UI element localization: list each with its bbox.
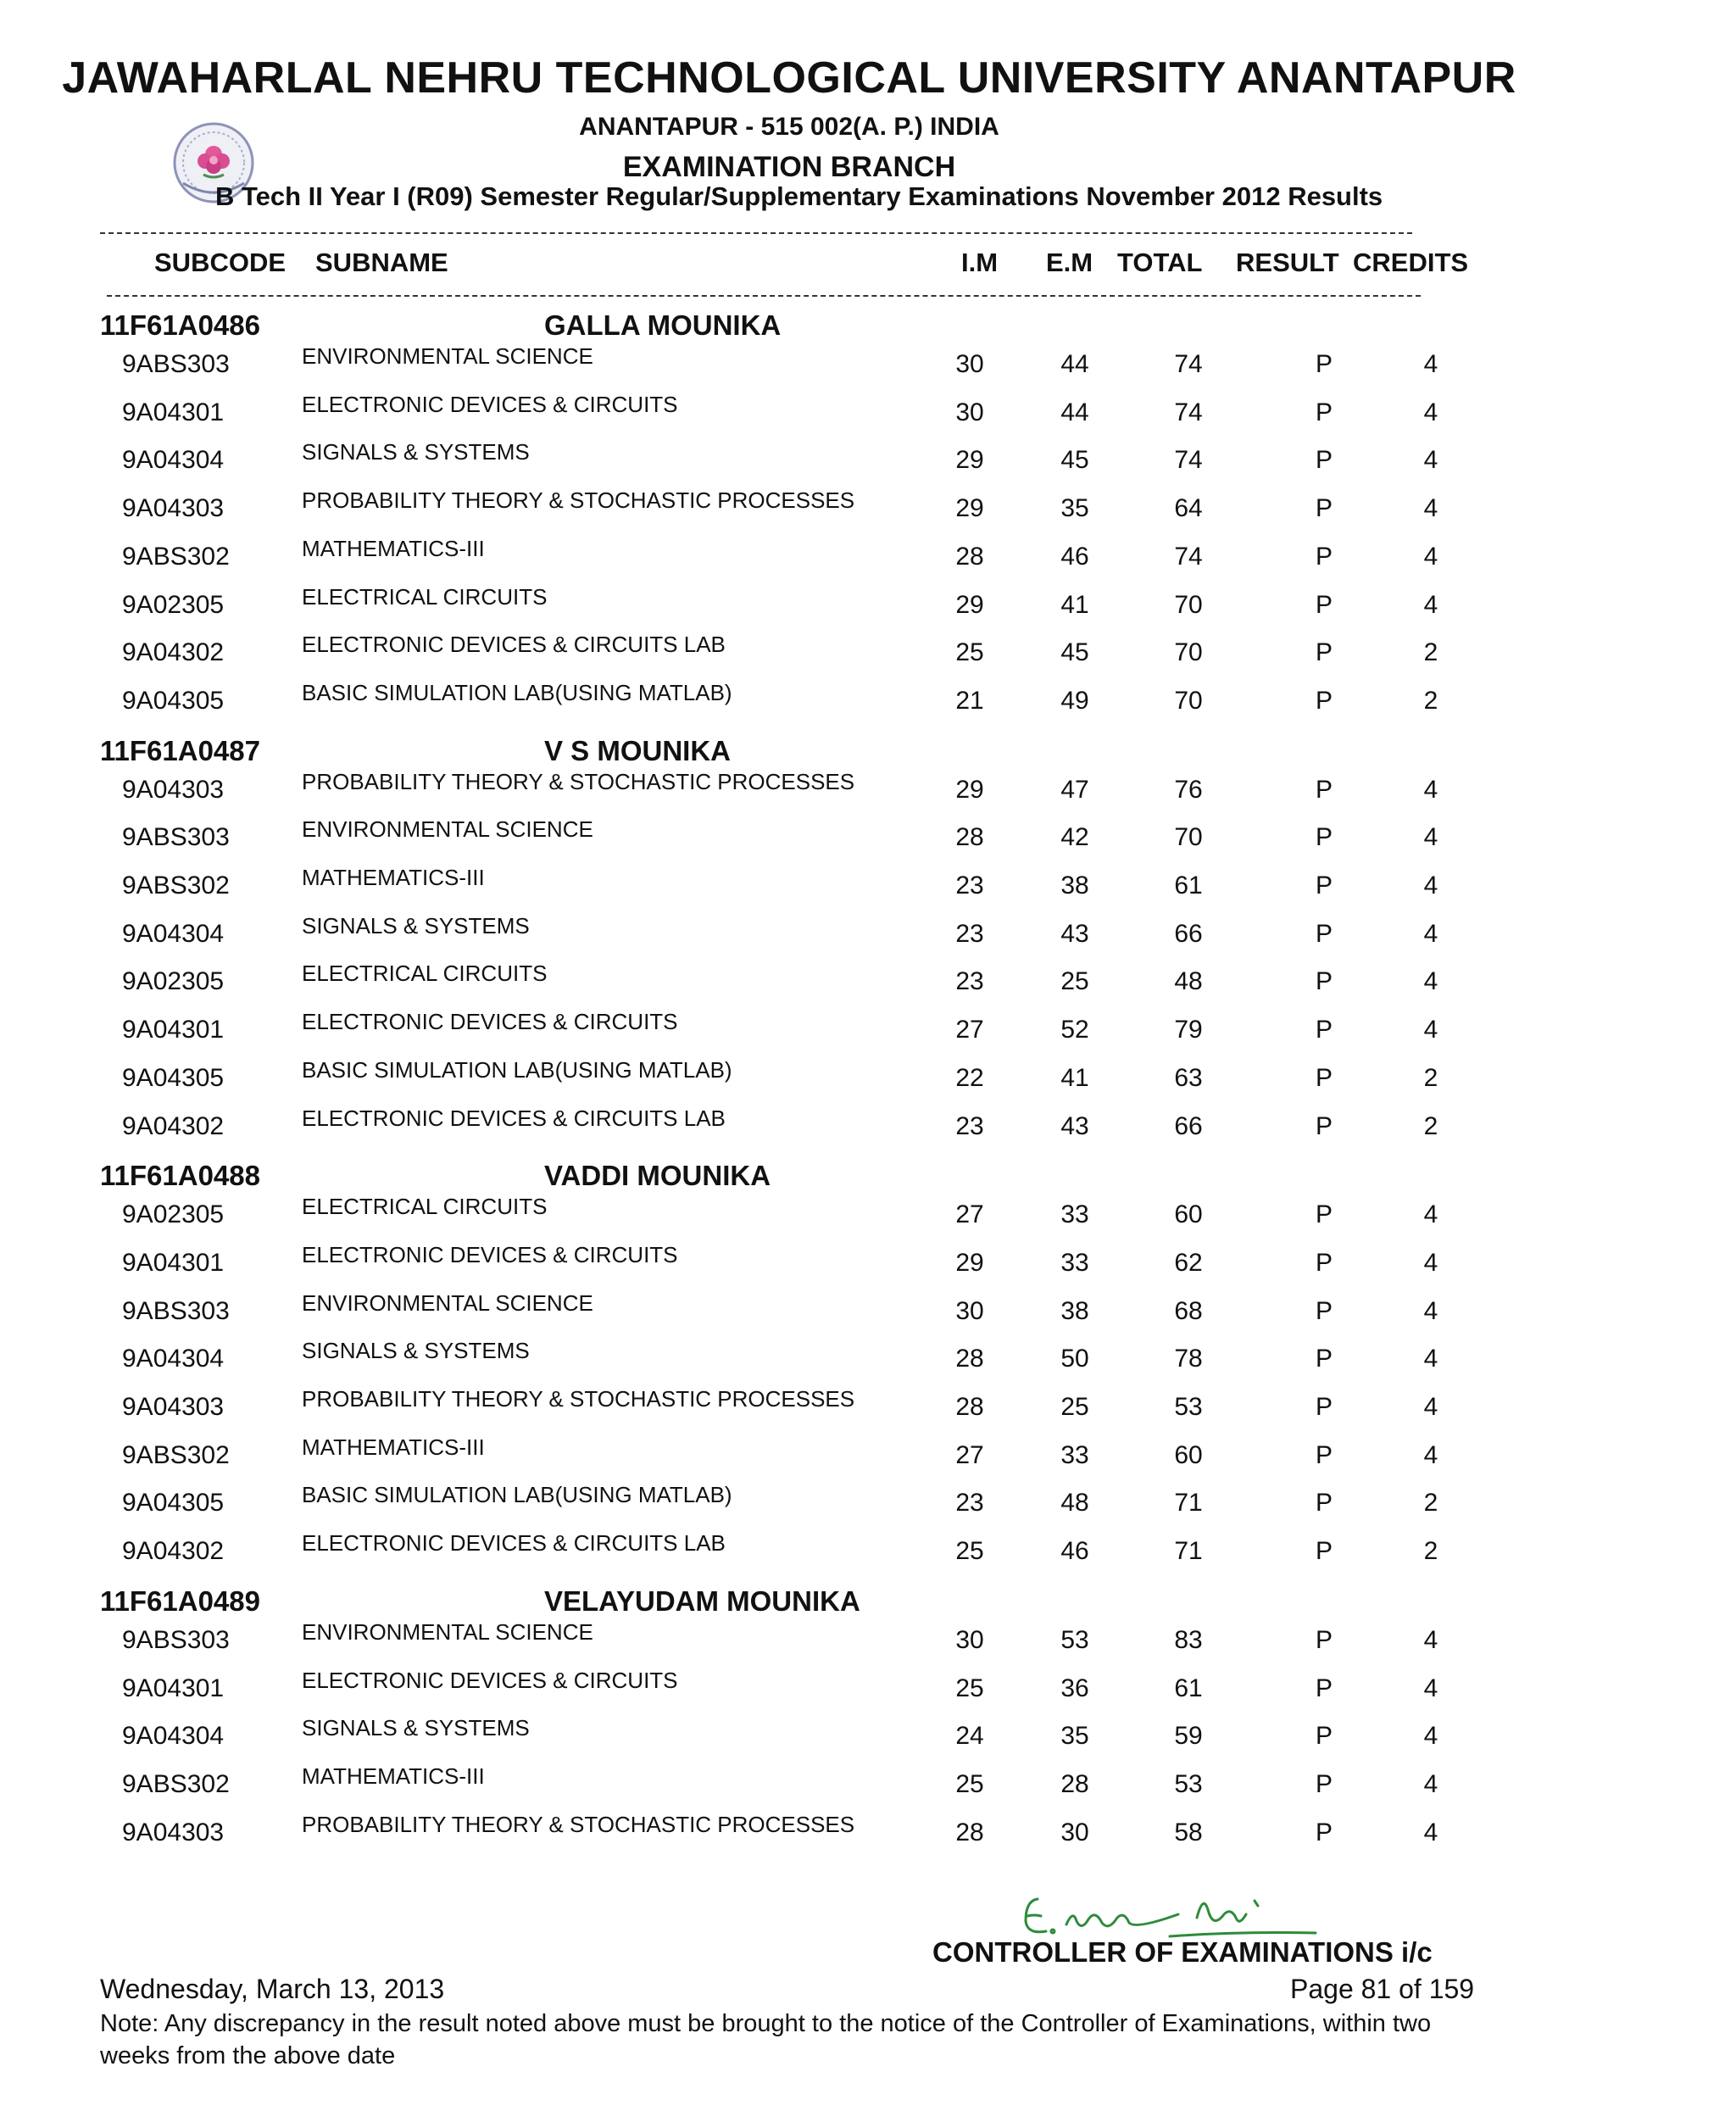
result-status: P [1315,350,1333,378]
result-status: P [1315,1818,1333,1846]
subject-code: 9A02305 [122,590,225,619]
subject-name: ELECTRICAL CIRCUITS [302,583,548,610]
student-name: GALLA MOUNIKA [544,309,782,341]
result-status: P [1315,1489,1333,1518]
internal-marks: 23 [955,967,984,996]
subject-code: 9A04304 [122,1722,225,1751]
result-status: P [1315,1625,1333,1654]
external-marks: 49 [1060,686,1089,715]
table-row [0,1527,1736,1575]
total-marks: 74 [1174,350,1203,378]
subject-name: ELECTRONIC DEVICES & CIRCUITS LAB [302,632,726,658]
credits: 4 [1423,1296,1438,1325]
divider-top [100,232,1412,234]
table-row [0,628,1736,677]
student-roll-number: 11F61A0486 [100,309,260,341]
total-marks: 64 [1174,494,1203,523]
credits: 2 [1423,638,1438,667]
total-marks: 70 [1174,686,1203,715]
internal-marks: 30 [955,1296,984,1325]
external-marks: 35 [1060,494,1089,523]
divider-header [107,295,1421,297]
subject-code: 9A04303 [122,1818,225,1846]
credits: 4 [1423,1625,1438,1654]
external-marks: 52 [1060,1016,1089,1044]
table-row [0,1431,1736,1479]
student-roll-number: 11F61A0488 [100,1160,260,1192]
internal-marks: 28 [955,823,984,852]
subject-name: MATHEMATICS-III [302,1434,485,1460]
result-status: P [1315,1296,1333,1325]
credits: 4 [1423,1016,1438,1044]
internal-marks: 27 [955,1016,984,1044]
total-marks: 59 [1174,1722,1203,1751]
examination-branch: EXAMINATION BRANCH [622,151,956,183]
external-marks: 47 [1060,775,1089,804]
external-marks: 38 [1060,1296,1089,1325]
student-name: V S MOUNIKA [544,734,732,766]
subject-code: 9ABS302 [122,872,230,899]
internal-marks: 25 [955,1674,984,1702]
table-row [0,436,1736,484]
result-status: P [1315,494,1333,523]
subject-name: ELECTRONIC DEVICES & CIRCUITS LAB [302,1530,726,1557]
internal-marks: 29 [955,775,984,804]
internal-marks: 23 [955,872,984,899]
internal-marks: 27 [955,1440,984,1469]
page-number: Page 81 of 159 [1290,1974,1475,2004]
credits: 4 [1423,1393,1438,1421]
internal-marks: 22 [955,1063,984,1092]
subject-name: ELECTRONIC DEVICES & CIRCUITS [302,391,678,417]
subject-name: PROBABILITY THEORY & STOCHASTIC PROCESSES [302,487,855,514]
table-row [0,388,1736,437]
table-row [0,1712,1736,1760]
total-marks: 60 [1174,1440,1203,1469]
subject-code: 9ABS303 [122,350,230,378]
total-marks: 74 [1174,398,1203,426]
credits: 4 [1423,823,1438,852]
subject-code: 9A04302 [122,1111,225,1140]
result-status: P [1315,1440,1333,1469]
result-status: P [1315,1769,1333,1798]
table-row [0,1005,1736,1054]
table-row [0,1102,1736,1150]
external-marks: 33 [1060,1440,1089,1469]
subject-code: 9A04302 [122,1537,225,1566]
controller-of-examinations: CONTROLLER OF EXAMINATIONS i/c [932,1936,1433,1968]
result-status: P [1315,398,1333,426]
internal-marks: 27 [955,1200,984,1229]
total-marks: 70 [1174,638,1203,667]
subject-code: 9ABS302 [122,542,230,571]
internal-marks: 25 [955,638,984,667]
result-status: P [1315,542,1333,571]
credits: 4 [1423,1674,1438,1702]
subject-code: 9A04301 [122,1248,225,1277]
subject-name: BASIC SIMULATION LAB(USING MATLAB) [302,679,732,705]
student-name: VELAYUDAM MOUNIKA [544,1585,860,1617]
handwritten-signature-icon [1017,1884,1322,1943]
total-marks: 83 [1174,1625,1203,1654]
external-marks: 25 [1060,1393,1089,1421]
subject-code: 9A04304 [122,446,225,475]
internal-marks: 25 [955,1769,984,1798]
subject-name: ELECTRONIC DEVICES & CIRCUITS LAB [302,1105,726,1131]
internal-marks: 21 [955,686,984,715]
table-row [0,532,1736,581]
table-row [0,484,1736,532]
result-status: P [1315,872,1333,899]
subject-name: ENVIRONMENTAL SCIENCE [302,343,593,369]
subject-code: 9ABS302 [122,1440,230,1469]
total-marks: 60 [1174,1200,1203,1229]
exam-title: B Tech II Year I (R09) Semester Regular/Supplementary Examinations November 2012 Results [215,181,1383,211]
subject-code: 9A04303 [122,775,225,804]
subject-code: 9A04304 [122,919,225,948]
table-row [0,340,1736,388]
result-status: P [1315,638,1333,667]
total-marks: 74 [1174,542,1203,571]
external-marks: 46 [1060,1537,1089,1566]
result-status: P [1315,1111,1333,1140]
internal-marks: 29 [955,590,984,619]
result-status: P [1315,1200,1333,1229]
subject-name: PROBABILITY THEORY & STOCHASTIC PROCESSES [302,1811,855,1837]
subject-code: 9A04301 [122,398,225,426]
internal-marks: 23 [955,1111,984,1140]
subject-name: MATHEMATICS-III [302,1763,485,1789]
credits: 2 [1423,1489,1438,1518]
result-status: P [1315,1016,1333,1044]
credits: 2 [1423,1111,1438,1140]
table-row [0,1383,1736,1431]
external-marks: 44 [1060,350,1089,378]
table-row [0,1664,1736,1713]
credits: 4 [1423,350,1438,378]
credits: 4 [1423,919,1438,948]
table-row [0,1760,1736,1808]
internal-marks: 28 [955,1345,984,1373]
result-status: P [1315,919,1333,948]
internal-marks: 25 [955,1537,984,1566]
subject-code: 9ABS302 [122,1769,230,1798]
subject-code: 9A04301 [122,1016,225,1044]
result-status: P [1315,1722,1333,1751]
subject-code: 9A04304 [122,1345,225,1373]
student-roll-number: 11F61A0487 [100,734,260,766]
subject-code: 9ABS303 [122,823,230,852]
internal-marks: 23 [955,1489,984,1518]
discrepancy-note: Note: Any discrepancy in the result noted above must be brought to the notice of the Controller of Examinations, within two weeks from the above date [100,2010,1432,2069]
subject-code: 9A04303 [122,1393,225,1421]
result-status: P [1315,775,1333,804]
external-marks: 25 [1060,967,1089,996]
col-result: RESULT [1236,248,1339,277]
table-row [0,1334,1736,1383]
table-row [0,1054,1736,1102]
credits: 4 [1423,1200,1438,1229]
subject-name: ELECTRICAL CIRCUITS [302,1194,548,1220]
table-row [0,1479,1736,1527]
total-marks: 78 [1174,1345,1203,1373]
table-row [0,861,1736,910]
external-marks: 30 [1060,1818,1089,1846]
table-row [0,766,1736,814]
student-name: VADDI MOUNIKA [544,1160,771,1192]
subject-code: 9A02305 [122,967,225,996]
result-status: P [1315,1393,1333,1421]
subject-name: ELECTRONIC DEVICES & CIRCUITS [302,1009,678,1035]
result-status: P [1315,1248,1333,1277]
subject-code: 9A04305 [122,1489,225,1518]
external-marks: 48 [1060,1489,1089,1518]
credits: 2 [1423,1063,1438,1092]
credits: 4 [1423,1345,1438,1373]
external-marks: 53 [1060,1625,1089,1654]
internal-marks: 29 [955,494,984,523]
subject-name: ELECTRICAL CIRCUITS [302,961,548,987]
external-marks: 45 [1060,446,1089,475]
external-marks: 33 [1060,1248,1089,1277]
external-marks: 36 [1060,1674,1089,1702]
subject-code: 9ABS303 [122,1625,230,1654]
external-marks: 33 [1060,1200,1089,1229]
total-marks: 66 [1174,1111,1203,1140]
table-row [0,1190,1736,1239]
col-total: TOTAL [1117,248,1203,277]
total-marks: 68 [1174,1296,1203,1325]
total-marks: 71 [1174,1537,1203,1566]
table-row [0,1239,1736,1287]
table-row [0,581,1736,629]
student-roll-number: 11F61A0489 [100,1585,260,1617]
internal-marks: 28 [955,542,984,571]
external-marks: 46 [1060,542,1089,571]
total-marks: 53 [1174,1393,1203,1421]
credits: 4 [1423,1248,1438,1277]
subject-name: ENVIRONMENTAL SCIENCE [302,816,593,843]
subject-code: 9A02305 [122,1200,225,1229]
external-marks: 50 [1060,1345,1089,1373]
subject-code: 9A04305 [122,1063,225,1092]
table-row [0,910,1736,958]
subject-name: ELECTRONIC DEVICES & CIRCUITS [302,1667,678,1693]
result-status: P [1315,1063,1333,1092]
credits: 4 [1423,542,1438,571]
result-status: P [1315,967,1333,996]
external-marks: 38 [1060,872,1089,899]
result-status: P [1315,686,1333,715]
external-marks: 41 [1060,1063,1089,1092]
subject-name: BASIC SIMULATION LAB(USING MATLAB) [302,1056,732,1083]
credits: 4 [1423,590,1438,619]
credits: 4 [1423,1440,1438,1469]
col-im: I.M [961,248,999,277]
credits: 4 [1423,446,1438,475]
table-row [0,677,1736,725]
total-marks: 58 [1174,1818,1203,1846]
total-marks: 70 [1174,823,1203,852]
subject-name: MATHEMATICS-III [302,535,485,561]
external-marks: 45 [1060,638,1089,667]
total-marks: 53 [1174,1769,1203,1798]
university-address: ANANTAPUR - 515 002(A. P.) INDIA [579,113,999,141]
subject-name: PROBABILITY THEORY & STOCHASTIC PROCESSES [302,768,855,794]
result-status: P [1315,446,1333,475]
table-row [0,1287,1736,1335]
subject-name: SIGNALS & SYSTEMS [302,1715,530,1741]
total-marks: 71 [1174,1489,1203,1518]
total-marks: 66 [1174,919,1203,948]
university-title: JAWAHARLAL NEHRU TECHNOLOGICAL UNIVERSITY ANANTAPUR [62,53,1516,103]
subject-name: MATHEMATICS-III [302,865,485,890]
subject-code: 9A04302 [122,638,225,667]
subject-name: PROBABILITY THEORY & STOCHASTIC PROCESSES [302,1386,855,1412]
table-row [0,1808,1736,1857]
internal-marks: 30 [955,1625,984,1654]
total-marks: 61 [1174,1674,1203,1702]
subject-name: SIGNALS & SYSTEMS [302,439,530,465]
result-status: P [1315,1345,1333,1373]
subject-name: SIGNALS & SYSTEMS [302,1338,530,1364]
total-marks: 48 [1174,967,1203,996]
table-row [0,1616,1736,1664]
credits: 4 [1423,1818,1438,1846]
internal-marks: 29 [955,1248,984,1277]
internal-marks: 23 [955,919,984,948]
subject-name: SIGNALS & SYSTEMS [302,912,530,938]
credits: 4 [1423,1722,1438,1751]
external-marks: 41 [1060,590,1089,619]
table-row [0,813,1736,861]
external-marks: 43 [1060,919,1089,948]
internal-marks: 24 [955,1722,984,1751]
subject-name: ELECTRONIC DEVICES & CIRCUITS [302,1241,678,1267]
result-date: Wednesday, March 13, 2013 [100,1974,445,2004]
result-status: P [1315,1674,1333,1702]
table-row [0,957,1736,1005]
result-status: P [1315,1537,1333,1566]
credits: 4 [1423,398,1438,426]
external-marks: 42 [1060,823,1089,852]
col-credits: CREDITS [1353,248,1469,277]
total-marks: 63 [1174,1063,1203,1092]
subject-code: 9A04305 [122,686,225,715]
external-marks: 44 [1060,398,1089,426]
external-marks: 35 [1060,1722,1089,1751]
subject-code: 9A04301 [122,1674,225,1702]
total-marks: 62 [1174,1248,1203,1277]
credits: 4 [1423,872,1438,899]
total-marks: 61 [1174,872,1203,899]
col-subcode: SUBCODE [154,248,287,277]
internal-marks: 30 [955,350,984,378]
subject-name: ENVIRONMENTAL SCIENCE [302,1618,593,1645]
internal-marks: 28 [955,1393,984,1421]
credits: 2 [1423,686,1438,715]
credits: 2 [1423,1537,1438,1566]
credits: 4 [1423,775,1438,804]
col-em: E.M [1046,248,1093,277]
total-marks: 76 [1174,775,1203,804]
external-marks: 28 [1060,1769,1089,1798]
total-marks: 79 [1174,1016,1203,1044]
credits: 4 [1423,967,1438,996]
subject-code: 9ABS303 [122,1296,230,1325]
internal-marks: 28 [955,1818,984,1846]
total-marks: 74 [1174,446,1203,475]
internal-marks: 29 [955,446,984,475]
result-status: P [1315,590,1333,619]
total-marks: 70 [1174,590,1203,619]
credits: 4 [1423,1769,1438,1798]
credits: 4 [1423,494,1438,523]
col-subname: SUBNAME [315,248,448,277]
subject-name: ENVIRONMENTAL SCIENCE [302,1289,593,1316]
result-status: P [1315,823,1333,852]
internal-marks: 30 [955,398,984,426]
subject-code: 9A04303 [122,494,225,523]
external-marks: 43 [1060,1111,1089,1140]
subject-name: BASIC SIMULATION LAB(USING MATLAB) [302,1482,732,1508]
